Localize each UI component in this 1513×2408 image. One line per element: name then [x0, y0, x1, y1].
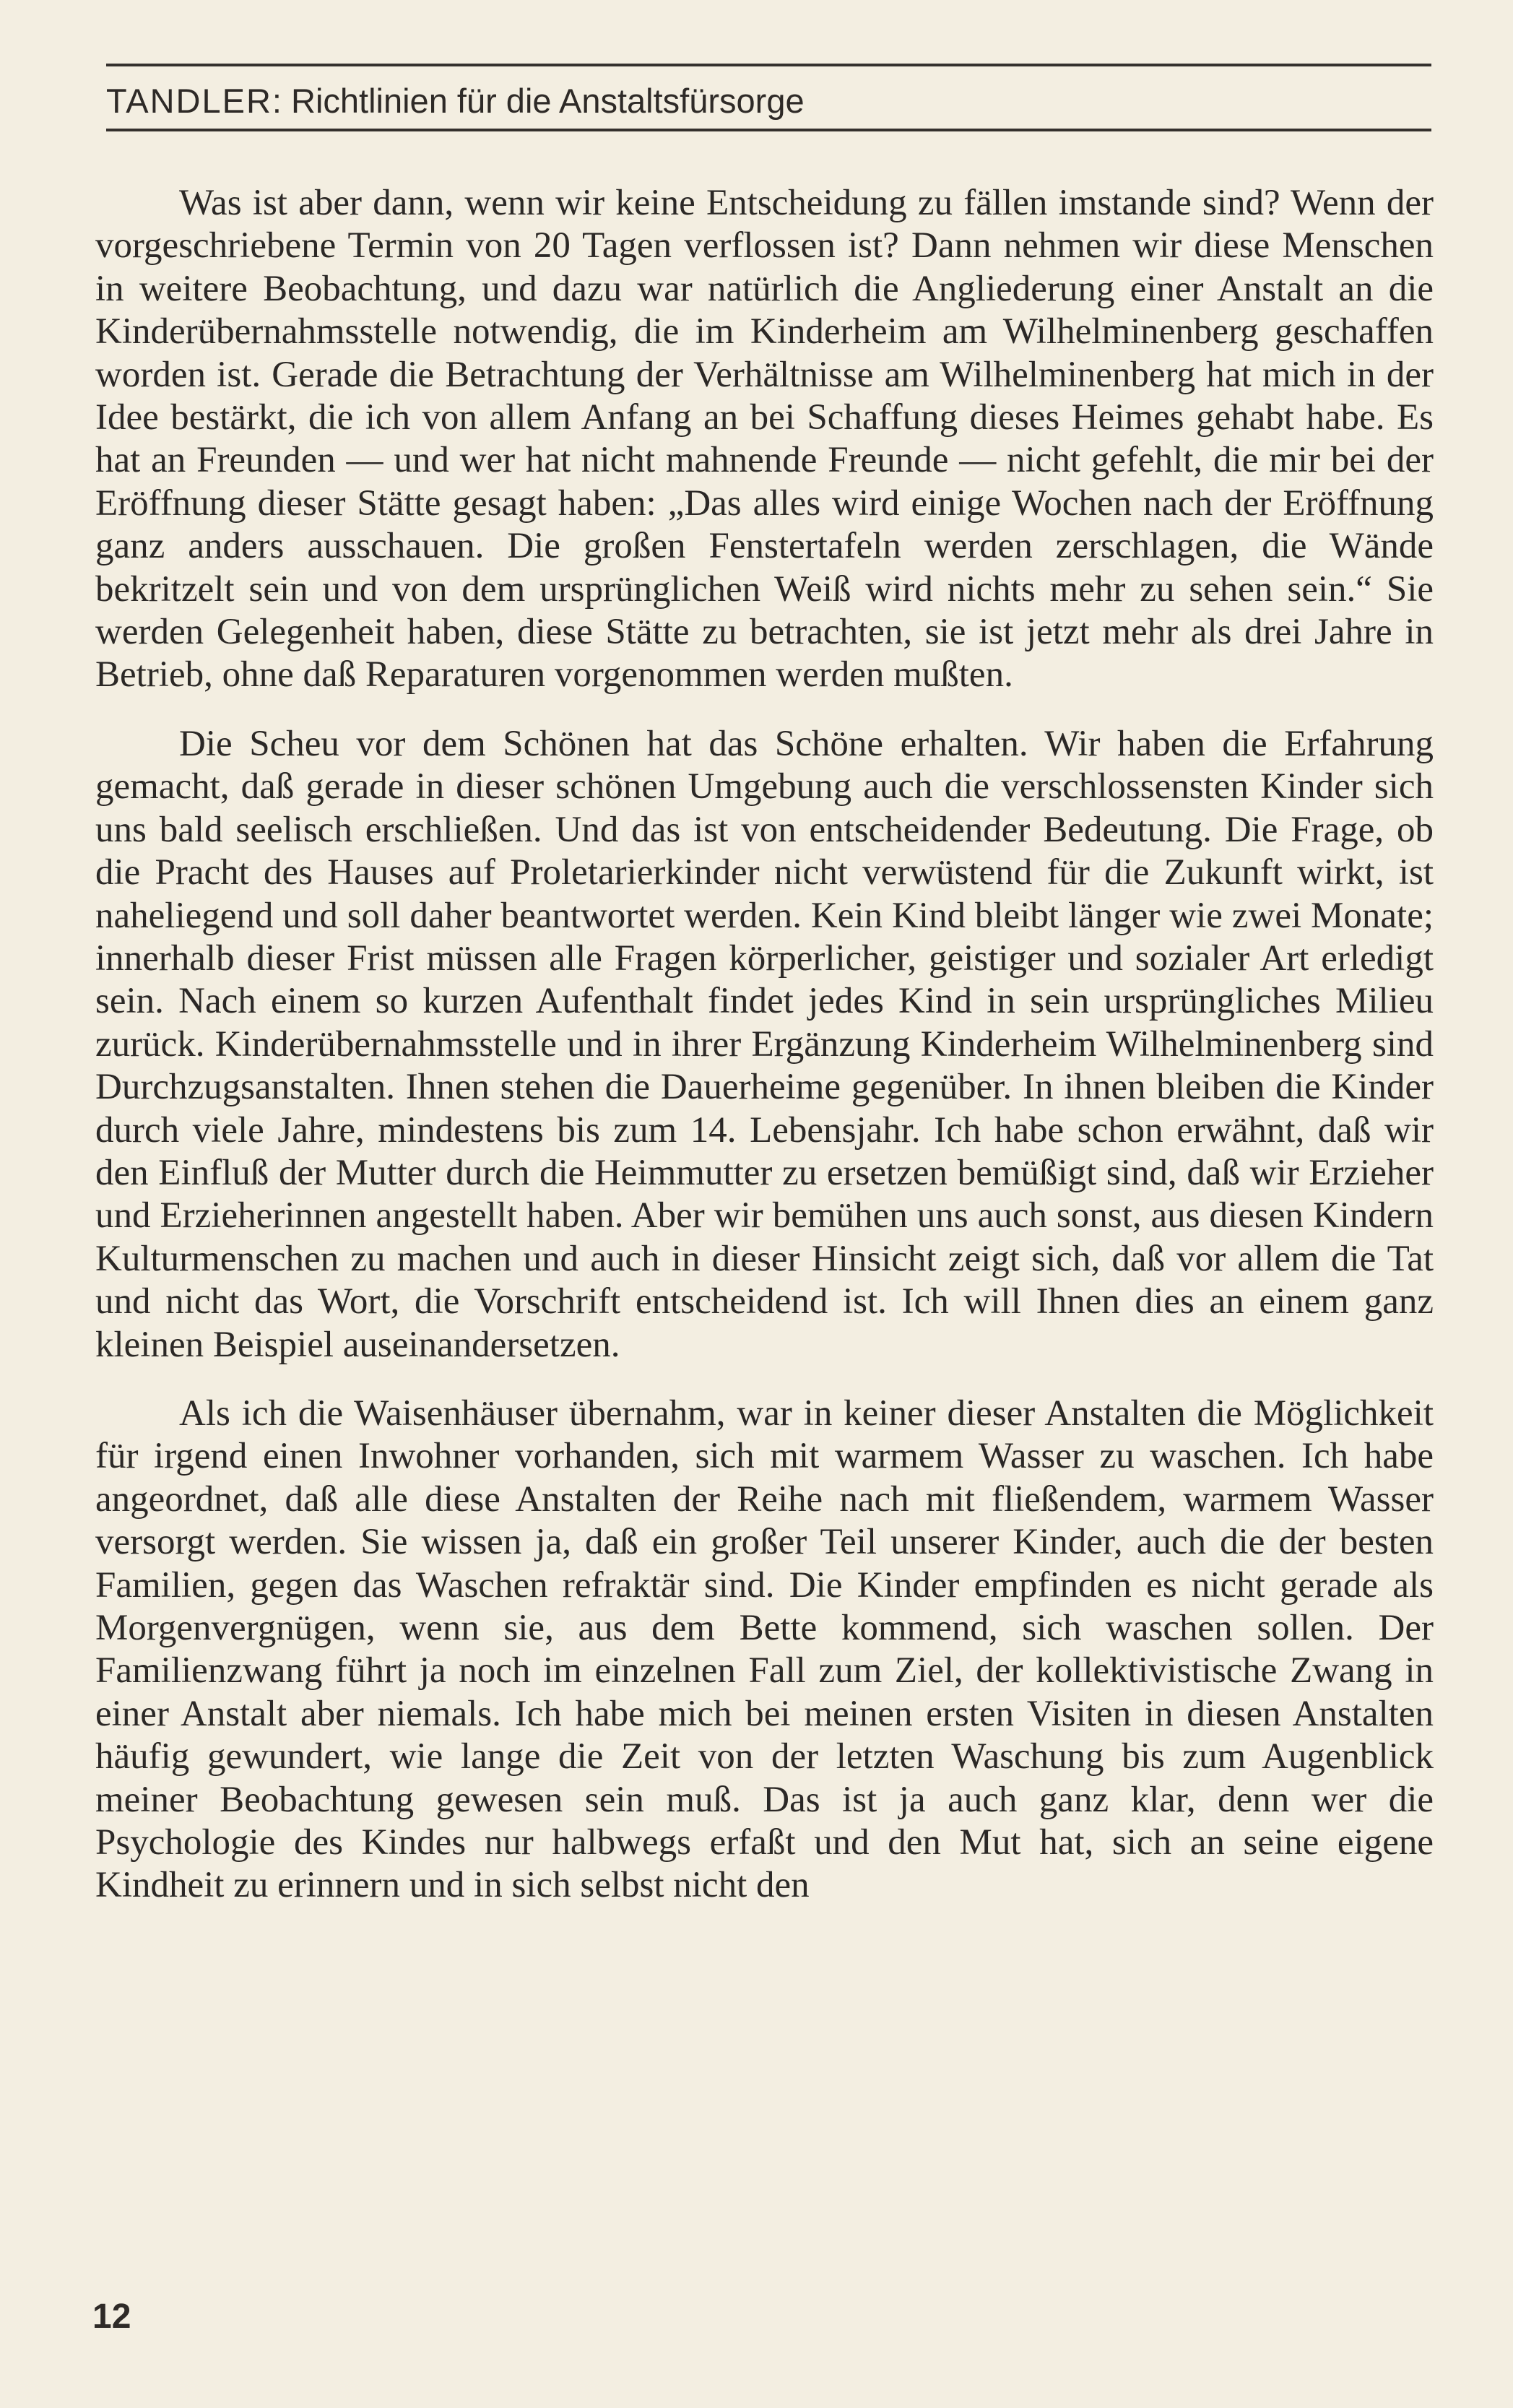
paragraph-1: Was ist aber dann, wenn wir keine Entscheidung zu fällen imstande sind? Wenn der vorgeschriebene Termin von 20 Tagen verflossen ist? Dann nehmen wir diese Menschen in weitere Beobachtung, und dazu war natürlich die Angliederung einer Anstalt an die Kinderübernahmsstelle notwendig, die im Kinderheim am Wilhelminenberg geschaffen worden ist. Gerade die Betrachtung der Verhältnisse am Wilhelminenberg hat mich in der Idee bestärkt, die ich von allem Anfang an bei Schaffung dieses Heimes gehabt habe. Es hat an Freunden — und wer hat nicht mahnende Freunde — nicht gefehlt, die mir bei der Eröffnung dieser Stätte gesagt haben: „Das alles wird einige Wochen nach der Eröffnung ganz anders ausschauen. Die großen Fenstertafeln werden zerschlagen, die Wände bekritzelt sein und von dem ursprünglichen Weiß wird nichts mehr zu sehen sein.“ Sie werden Gelegenheit haben, diese Stätte zu betrachten, sie ist jetzt mehr als drei Jahre in Betrieb, ohne daß Reparaturen vorgenommen werden mußten.	[95, 183, 1434, 696]
header-rule-bottom	[106, 129, 1431, 131]
header-title: Richtlinien für die Anstaltsfürsorge	[291, 82, 805, 120]
header-separator: :	[272, 82, 292, 120]
running-header	[106, 64, 1431, 136]
paragraph-2: Die Scheu vor dem Schönen hat das Schöne erhalten. Wir haben die Erfahrung gemacht, daß gerade in dieser schönen Umgebung auch die verschlossensten Kinder sich uns bald seelisch erschließen. Und das ist von entscheidender Bedeutung. Die Frage, ob die Pracht des Hauses auf Proletarierkinder nicht verwüstend für die Zukunft wirkt, ist naheliegend und soll daher beantwortet werden. Kein Kind bleibt länger wie zwei Monate; innerhalb dieser Frist müssen alle Fragen körperlicher, geistiger und sozialer Art erledigt sein. Nach einem so kurzen Aufenthalt findet jedes Kind in sein ursprüngliches Milieu zurück. Kinderübernahmsstelle und in ihrer Ergänzung Kinderheim Wilhelminenberg sind Durchzugsanstalten. Ihnen stehen die Dauerheime gegenüber. In ihnen bleiben die Kinder durch viele Jahre, mindestens bis zum 14. Lebensjahr. Ich habe schon erwähnt, daß wir den Einfluß der Mutter durch die Heimmutter zu ersetzen bemüßigt sind, daß wir Erzieher und Erzieherinnen angestellt haben. Aber wir bemühen uns auch sonst, aus diesen Kindern Kulturmenschen zu machen und auch in dieser Hinsicht zeigt sich, daß vor allem die Tat und nicht das Wort, die Vorschrift entscheidend ist. Ich will Ihnen dies an einem ganz kleinen Beispiel auseinandersetzen.	[95, 723, 1434, 1365]
header-rule-top	[106, 64, 1431, 66]
paragraph-3: Als ich die Waisenhäuser übernahm, war in keiner dieser Anstalten die Möglichkeit für irgend einen Inwohner vorhanden, sich mit warmem Wasser zu waschen. Ich habe angeordnet, daß alle diese Anstalten der Reihe nach mit fließendem, warmem Wasser versorgt werden. Sie wissen ja, daß ein großer Teil unserer Kinder, auch die der besten Familien, gegen das Waschen refraktär sind. Die Kinder empfinden es nicht gerade als Morgenvergnügen, wenn sie, aus dem Bette kommend, sich waschen sollen. Der Familienzwang führt ja noch im einzelnen Fall zum Ziel, der kollektivistische Zwang in einer Anstalt aber niemals. Ich habe mich bei meinen ersten Visiten in diesen Anstalten häufig gewundert, wie lange die Zeit von der letzten Waschung bis zum Augenblick meiner Beobachtung gewesen sein muß. Das ist ja auch ganz klar, denn wer die Psychologie des Kindes nur halbwegs erfaßt und den Mut hat, sich an seine eigene Kindheit zu erinnern und in sich selbst nicht den	[95, 1393, 1434, 1906]
body-text	[95, 182, 1434, 1933]
header-author: TANDLER	[106, 82, 272, 120]
running-head-text	[106, 79, 805, 123]
page-number: 12	[92, 2297, 131, 2336]
